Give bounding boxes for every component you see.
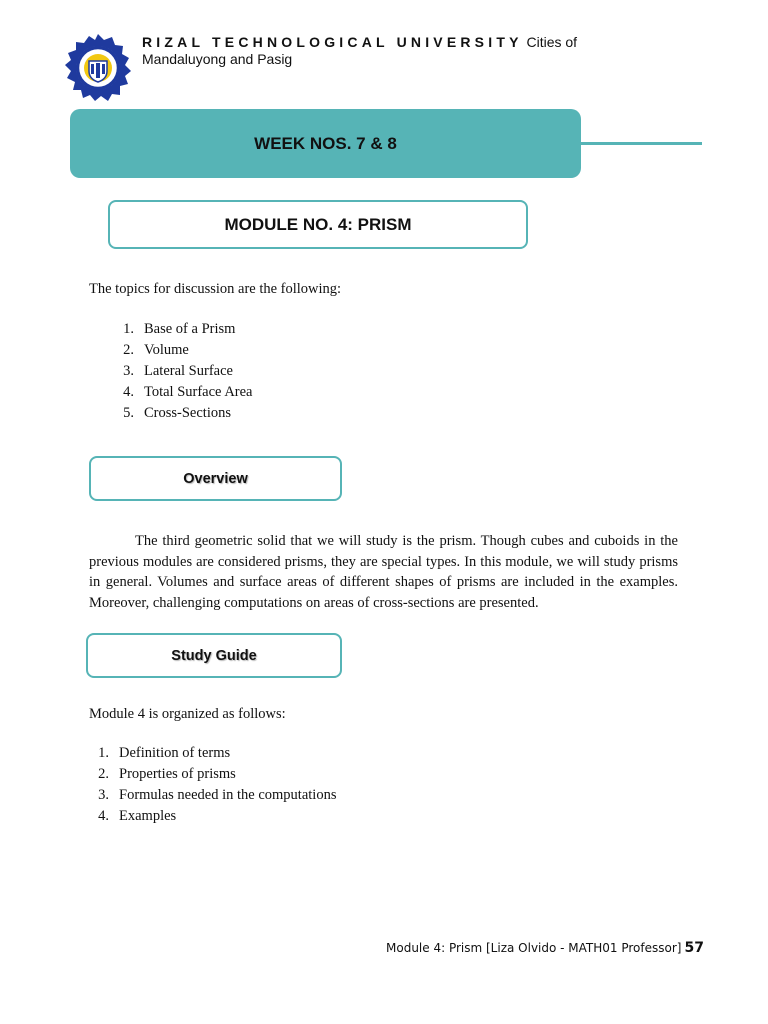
week-banner — [70, 109, 581, 178]
overview-heading: Overview — [183, 470, 248, 487]
list-item: 5. Cross-Sections — [123, 405, 231, 421]
study-guide-intro: Module 4 is organized as follows: — [89, 706, 286, 722]
list-item: 2. Volume — [123, 342, 189, 358]
university-name: RIZAL TECHNOLOGICAL UNIVERSITY — [142, 34, 523, 50]
overview-heading-box — [89, 456, 342, 501]
university-header — [142, 34, 577, 51]
study-guide-list — [83, 743, 336, 827]
footer-text: Module 4: Prism [Liza Olvido - MATH01 Professor] — [386, 941, 682, 955]
list-item: 2. Properties of prisms — [98, 766, 236, 782]
page-number: 57 — [684, 940, 704, 956]
list-item: 4. Examples — [98, 808, 177, 824]
study-guide-heading-box — [86, 633, 342, 678]
week-title: WEEK NOS. 7 & 8 — [254, 133, 397, 153]
university-cities-line2: Mandaluyong and Pasig — [142, 51, 293, 67]
page-footer — [386, 940, 704, 956]
list-item: 1. Base of a Prism — [123, 321, 236, 337]
module-title: MODULE NO. 4: PRISM — [224, 214, 412, 234]
study-guide-heading: Study Guide — [171, 647, 257, 664]
list-item: 1. Definition of terms — [98, 745, 231, 761]
topics-list — [108, 319, 253, 424]
module-title-box — [108, 200, 528, 249]
university-cities-line1: Cities of — [526, 34, 578, 50]
topics-intro: The topics for discussion are the following: — [89, 281, 342, 297]
list-item: 3. Lateral Surface — [123, 363, 233, 379]
list-item: 3. Formulas needed in the computations — [98, 787, 337, 803]
banner-rule — [581, 142, 702, 145]
list-item: 4. Total Surface Area — [123, 384, 253, 400]
university-seal-icon — [64, 34, 132, 102]
overview-paragraph: The third geometric solid that we will study is the prism. Though cubes and cuboids in the previous modules are considered prisms, they are special types. In this module, we will study prisms in general. Volumes and surface areas of different shapes of prisms are included in the examples. Moreover, challenging computations on areas of cross-sections are presented. — [89, 533, 678, 611]
